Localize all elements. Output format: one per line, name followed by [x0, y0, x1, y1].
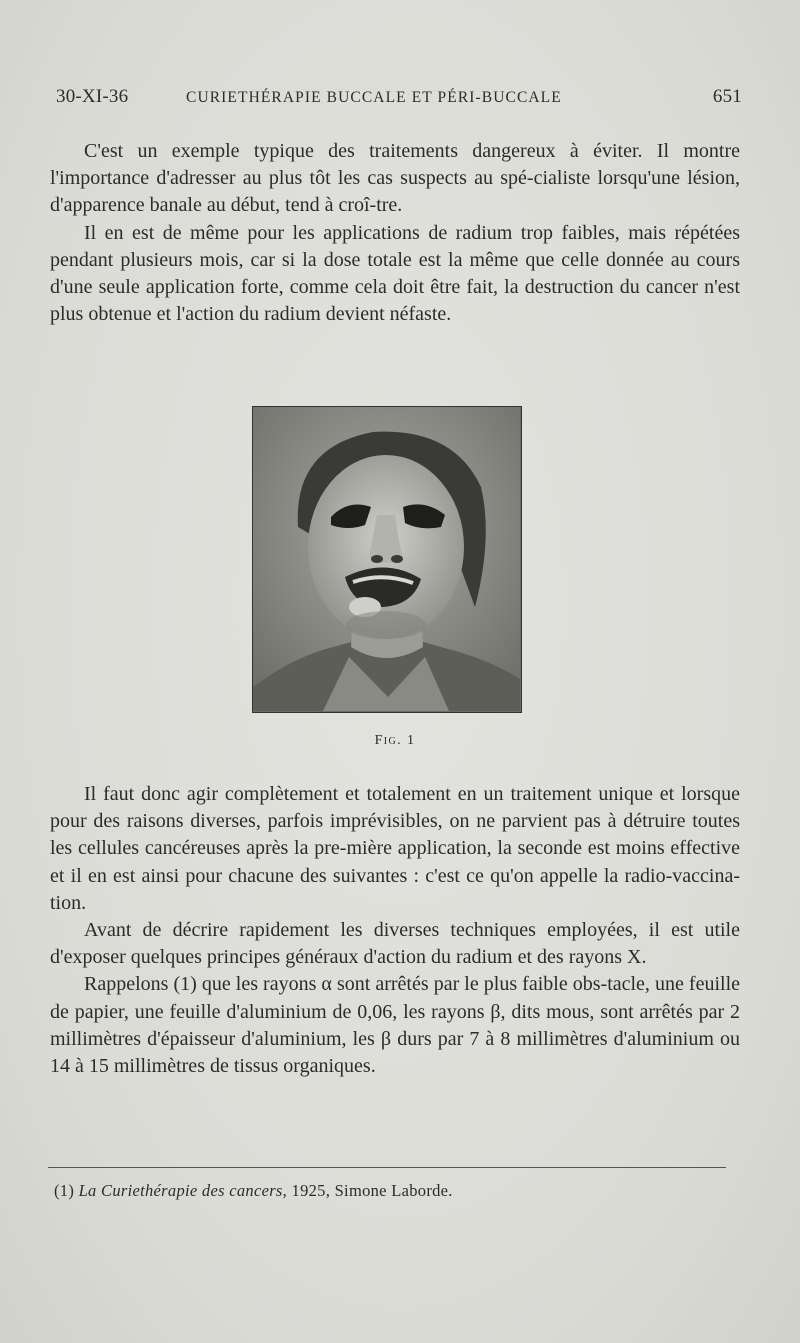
- figure-caption: Fig. 1: [374, 733, 416, 748]
- running-header: [56, 86, 742, 116]
- footnote-marker: (1): [54, 1181, 75, 1200]
- header-date: 30-XI-36: [56, 86, 129, 107]
- paragraph: C'est un exemple typique des traitements dangereux à éviter. Il montre l'importance d'adresser au plus tôt les cas suspects au spé-cialiste lorsqu'une lésion, d'apparence banale au début, tend à croî-tre.: [50, 140, 740, 217]
- footnote-reference: 1925, Simone Laborde.: [291, 1181, 453, 1200]
- page-number: 651: [712, 86, 742, 107]
- portrait-photo: [253, 407, 520, 711]
- footnote-divider: [48, 1167, 726, 1168]
- paragraph: Rappelons (1) que les rayons α sont arrêtés par le plus faible obs-tacle, une feuille de papier, une feuille d'aluminium de 0,06, les rayons β, dits mous, sont arrêtés par 2 millimètres d'épaisseur d'aluminium, les β durs par 7 à 8 millimètres d'aluminium ou 14 à 15 millimètres de tissus organiques.: [50, 973, 740, 1078]
- paragraph: Il en est de même pour les applications de radium trop faibles, mais répétées pendant plusieurs mois, car si la dose totale est la même que celle donnée au cours d'une seule application forte, comme cela doit être fait, la destruction du cancer n'est plus obtenue et l'action du radium devient néfaste.: [50, 221, 740, 326]
- body-text-bottom: [50, 781, 740, 1080]
- running-title: CURIETHÉRAPIE BUCCALE ET PÉRI-BUCCALE: [186, 89, 562, 106]
- footnote: [54, 1180, 744, 1202]
- figure-photograph: [252, 406, 522, 713]
- footnote-title: La Curiethérapie des cancers,: [78, 1181, 288, 1200]
- body-text-top: [50, 138, 740, 328]
- paragraph: Avant de décrire rapidement les diverses techniques employées, il est utile d'exposer quelques principes généraux d'action du radium et des rayons X.: [50, 919, 740, 969]
- paragraph: Il faut donc agir complètement et totalement en un traitement unique et lorsque pour des raisons diverses, parfois imprévisibles, on ne parvient pas à détruire toutes les cellules cancéreuses après la pre-mière application, la seconde est moins effective et il en est ainsi pour chacune des suivantes : c'est ce qu'on appelle la radio-vaccina-tion.: [50, 783, 740, 914]
